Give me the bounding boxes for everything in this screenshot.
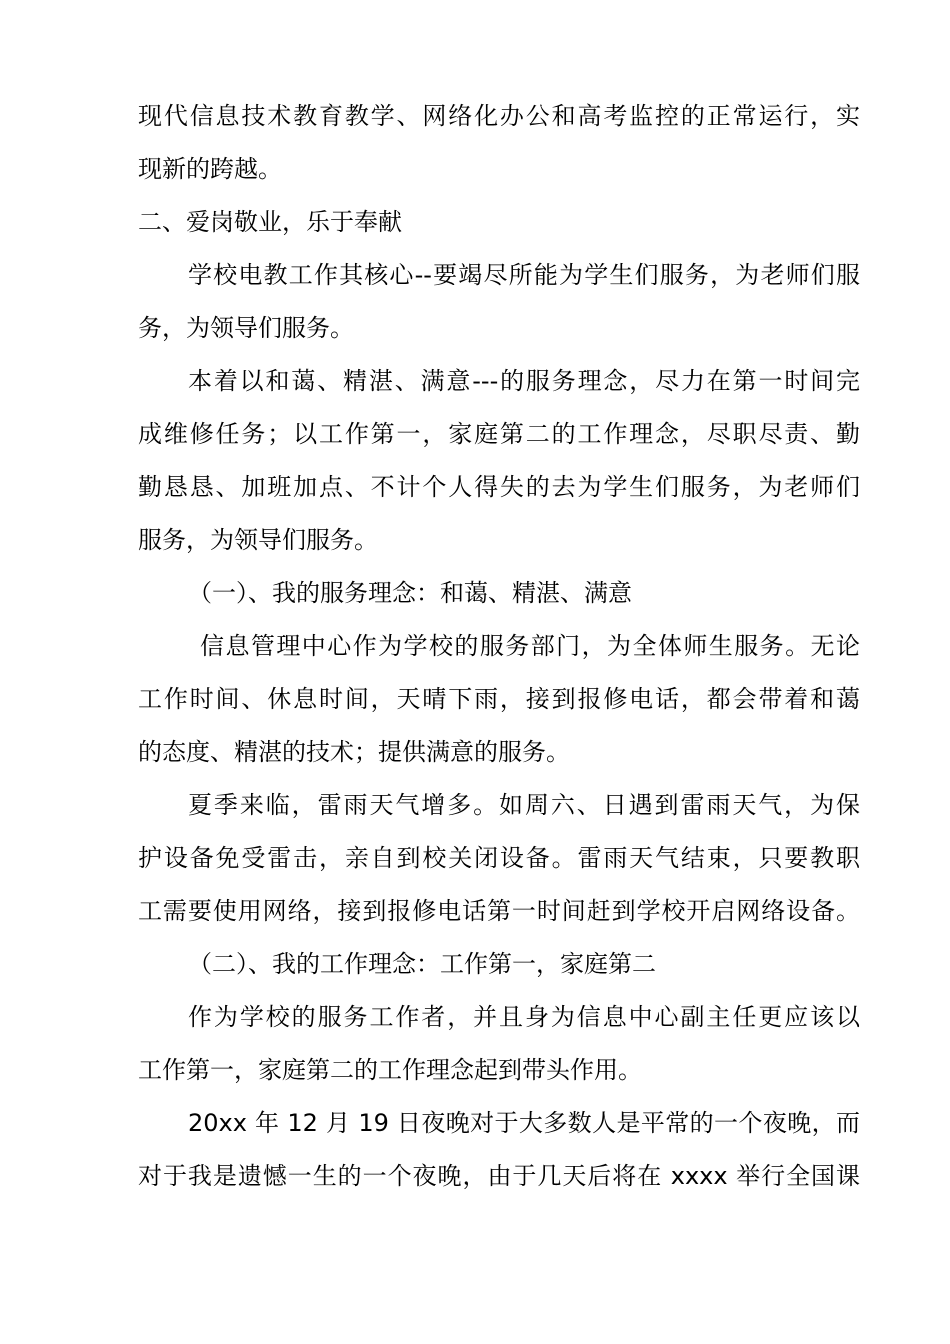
body-text-line: 工需要使用网络，接到报修电话第一时间赶到学校开启网络设备。 (138, 897, 860, 925)
body-text-line: 信息管理中心作为学校的服务部门，为全体师生服务。无论 (200, 632, 860, 660)
subsection-heading: （一）、我的服务理念：和蔼、精湛、满意 (188, 579, 632, 607)
body-text-line: 护设备免受雷击，亲自到校关闭设备。雷雨天气结束，只要教职 (138, 844, 860, 872)
body-text-line: 现新的跨越。 (138, 155, 282, 183)
body-text-line: 工作第一，家庭第二的工作理念起到带头作用。 (138, 1056, 642, 1084)
body-text-line: 夏季来临，雷雨天气增多。如周六、日遇到雷雨天气，为保 (188, 791, 860, 819)
body-text-line: 学校电教工作其核心--要竭尽所能为学生们服务，为老师们服 (188, 261, 860, 289)
body-text-line: 20xx 年 12 月 19 日夜晚对于大多数人是平常的一个夜晚，而 (188, 1109, 860, 1137)
section-heading: 二、爱岗敬业，乐于奉献 (138, 208, 402, 236)
body-text-line: 的态度、精湛的技术；提供满意的服务。 (138, 738, 570, 766)
body-text-line: 成维修任务；以工作第一，家庭第二的工作理念，尽职尽责、勤 (138, 420, 860, 448)
body-text-line: 务，为领导们服务。 (138, 314, 354, 342)
body-text-line: 勤恳恳、加班加点、不计个人得失的去为学生们服务，为老师们 (138, 473, 860, 501)
body-text-line: 作为学校的服务工作者，并且身为信息中心副主任更应该以 (188, 1003, 860, 1031)
body-text-line: 工作时间、休息时间，天晴下雨，接到报修电话，都会带着和蔼 (138, 685, 860, 713)
body-text-line: 对于我是遗憾一生的一个夜晚，由于几天后将在 xxxx 举行全国课 (138, 1162, 860, 1190)
body-text-line: 服务，为领导们服务。 (138, 526, 378, 554)
body-text-line: 现代信息技术教育教学、网络化办公和高考监控的正常运行，实 (138, 102, 860, 130)
body-text-line: 本着以和蔼、精湛、满意---的服务理念，尽力在第一时间完 (188, 367, 860, 395)
subsection-heading: （二）、我的工作理念：工作第一，家庭第二 (188, 950, 656, 978)
